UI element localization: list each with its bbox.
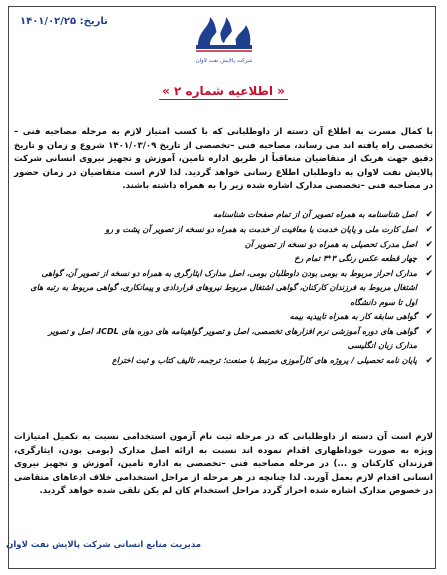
list-item-text: گواهی های دوره آموزشی نرم افزارهای تخصصی، اصل و تصویر گواهینامه های دوره های ICDL، اصل و تصویر مدارک زبان انگلیسی: [48, 327, 417, 351]
note-paragraph: لازم است آن دسته از داوطلبانی که در مرحله ثبت نام آزمون استخدامی نسبت به تکمیل امتیازات ویژه به صورت خوداظهاری اقدام نموده اند نسبت به ارائه اصل مدارک (بومی بودن، ایثارگری، فرزندان کارکنان و ...) در مرحله مصاحبه فنی –تخصصی به اداره تامین، آموزش و تجهیز نیروی انسانی اقدام لازم بعمل آورند. لذا چنانچه در هر مرحله از مراحل استخدامی خلاف ادعاهای متقاضی در خصوص مدارک اشاره شده احراز گردد مراحل استخدام کان لم یکن تلقی شده خواهد گردید.: [14, 432, 433, 497]
logo-subtitle: شرکت پالایش نفت لاوان: [195, 58, 253, 64]
signature: مدیریت منابع انسانی شرکت پالایش نفت لاوان: [6, 540, 201, 550]
list-item: [28, 238, 433, 252]
checkmark-icon: ✔: [425, 312, 433, 323]
list-item-text: اصل شناسنامه به همراه تصویر آن از تمام صفحات شناسنامه: [212, 210, 417, 219]
list-item: [28, 223, 433, 237]
announcement-title-wrap: [0, 80, 447, 100]
checkmark-icon: ✔: [425, 356, 433, 367]
list-item: [28, 208, 433, 222]
list-item-text: چهار قطعه عکس رنگی ۳*۴ تمام رخ: [294, 254, 417, 264]
list-item-text: اصل مدرک تحصیلی به همراه دو نسخه از تصویر آن: [244, 239, 417, 249]
list-item-text: پایان نامه تحصیلی / پروژه های کارآموزی مرتبط با صنعت؛ ترجمه، تالیف کتاب و ثبت اختراع: [111, 356, 417, 366]
list-item-text: اصل کارت ملی و پایان خدمت یا معافیت از خدمت به همراه دو نسخه از تصویر آن پشت و رو: [105, 224, 417, 234]
list-item: [28, 252, 433, 266]
checkmark-icon: ✔: [425, 239, 433, 250]
checkmark-icon: ✔: [425, 210, 433, 220]
list-item-text: گواهی سابقه کار به همراه تاییدیه بیمه: [289, 312, 417, 322]
checkmark-icon: ✔: [425, 254, 433, 265]
list-item: [28, 267, 433, 310]
checkmark-icon: ✔: [425, 327, 433, 338]
requirements-list: [28, 208, 433, 369]
list-item-text: مدارک احراز مربوط به بومی بودن داوطلبان بومی، اصل مدارک ایثارگری به همراه دو نسخه از تصویر آن، گواهی اشتغال مربوط به فرزندان کارکنان، گواهی اشتغال مربوط نیروهای قراردادی و پیمانکاری، گواهی مربوط به رتبه های اول تا سوم دانشگاه: [30, 269, 417, 307]
list-item: [28, 325, 433, 353]
announcement-title: « اطلاعیه شماره ۲ »: [159, 84, 288, 100]
checkmark-icon: ✔: [425, 224, 433, 235]
intro-paragraph: با کمال مسرت به اطلاع آن دسته از داوطلبانی که با کسب امتیاز لازم به مرحله مصاحبه فنی –تخصصی راه یافته اند می رساند، مصاحبه فنی –تخصصی از تاریخ ۱۴۰۱/۰۳/۰۹ شروع و زمان و تاریخ دقیق جهت هریک از متقاضیان متعاقباً از طریق اداره تامین، آموزش و تجهیز نیروی انسانی شرکت پالایش نفت لاوان به داوطلبان اطلاع رسانی خواهد گردید. لذا لازم است متقاضیان در زمان حضور در مصاحبه فنی –تخصصی مدارک اشاره شده زیر را به همراه داشته باشند.: [14, 127, 433, 192]
company-logo-icon: [188, 11, 260, 65]
date-label: تاریخ: ۱۴۰۱/۰۲/۲۵: [20, 16, 108, 27]
list-item: [28, 354, 433, 368]
checkmark-icon: ✔: [425, 269, 433, 280]
list-item: [28, 310, 433, 324]
